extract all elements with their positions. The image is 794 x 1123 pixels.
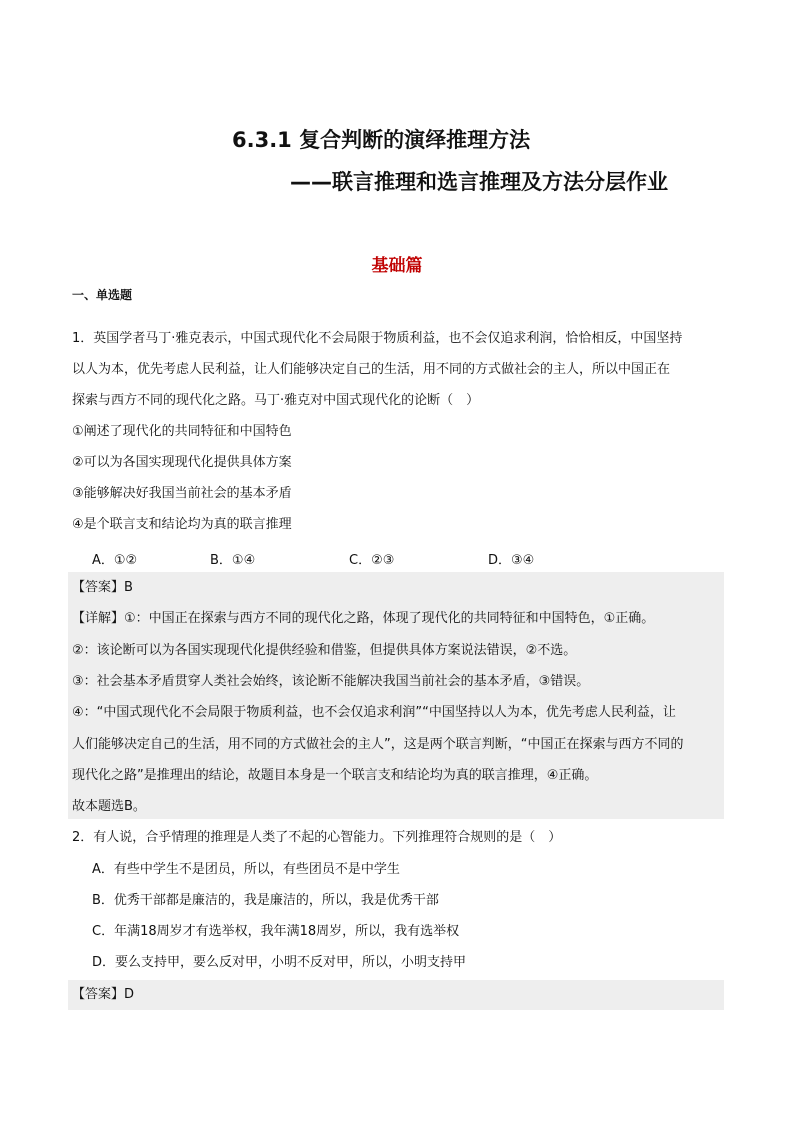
q1-option-d: D．③④ (488, 553, 535, 568)
q2-option-b: B．优秀干部都是廉洁的，我是廉洁的，所以，我是优秀干部 (92, 893, 439, 908)
q1-stem-line3: 探索与西方不同的现代化之路。马丁·雅克对中国式现代化的论断（ ） (72, 393, 480, 408)
doc-title-line2: ——联言推理和选言推理及方法分层作业 (290, 170, 668, 194)
q1-detail-line4: ④：“中国式现代化不会局限于物质利益，也不会仅追求利润”“中国坚持以人为本，优先考虑人民利益，让 (72, 705, 676, 720)
doc-title-line1: 6.3.1 复合判断的演绎推理方法 (232, 128, 531, 152)
q1-stem-line2: 以人为本，优先考虑人民利益，让人们能够决定自己的生活，用不同的方式做社会的主人，所以中国正在 (72, 362, 671, 377)
q1-detail-line3: ③：社会基本矛盾贯穿人类社会始终，该论断不能解决我国当前社会的基本矛盾，③错误。 (72, 674, 590, 689)
q2-answer-block (68, 980, 724, 1010)
q1-detail-conclusion: 故本题选B。 (72, 799, 146, 814)
q1-option-c: C．②③ (349, 553, 395, 568)
q1-item-1: ①阐述了现代化的共同特征和中国特色 (72, 424, 292, 439)
q1-detail-line5: 人们能够决定自己的生活，用不同的方式做社会的主人”，这是两个联言判断，“中国正在探索与西方不同的 (72, 737, 684, 752)
q1-detail-line2: ②：该论断可以为各国实现现代化提供经验和借鉴，但提供具体方案说法错误，②不选。 (72, 643, 577, 658)
q1-option-a: A．①② (92, 553, 138, 568)
q1-stem-line1: 1．英国学者马丁·雅克表示，中国式现代化不会局限于物质利益，也不会仅追求利润，恰恰相反，中国坚持 (72, 331, 683, 346)
q1-answer: 【答案】B (72, 580, 133, 595)
question-type-heading: 一、单选题 (72, 288, 133, 302)
q2-option-a: A．有些中学生不是团员，所以，有些团员不是中学生 (92, 862, 400, 877)
q1-detail-line6: 现代化之路”是推理出的结论，故题目本身是一个联言支和结论均为真的联言推理，④正确。 (72, 768, 598, 783)
q1-item-2: ②可以为各国实现现代化提供具体方案 (72, 455, 292, 470)
q1-item-4: ④是个联言支和结论均为真的联言推理 (72, 517, 292, 532)
q2-answer: 【答案】D (72, 987, 135, 1002)
q1-item-3: ③能够解决好我国当前社会的基本矛盾 (72, 486, 292, 501)
q2-stem: 2．有人说，合乎情理的推理是人类了不起的心智能力。下列推理符合规则的是（ ） (72, 830, 562, 845)
q2-option-d: D．要么支持甲，要么反对甲，小明不反对甲，所以，小明支持甲 (92, 955, 467, 970)
section-title: 基础篇 (371, 256, 423, 276)
q1-detail-line1: 【详解】①：中国正在探索与西方不同的现代化之路，体现了现代化的共同特征和中国特色，①正确。 (72, 611, 655, 626)
q1-option-b: B．①④ (210, 553, 256, 568)
q2-option-c: C．年满18周岁才有选举权，我年满18周岁，所以，我有选举权 (92, 924, 460, 939)
